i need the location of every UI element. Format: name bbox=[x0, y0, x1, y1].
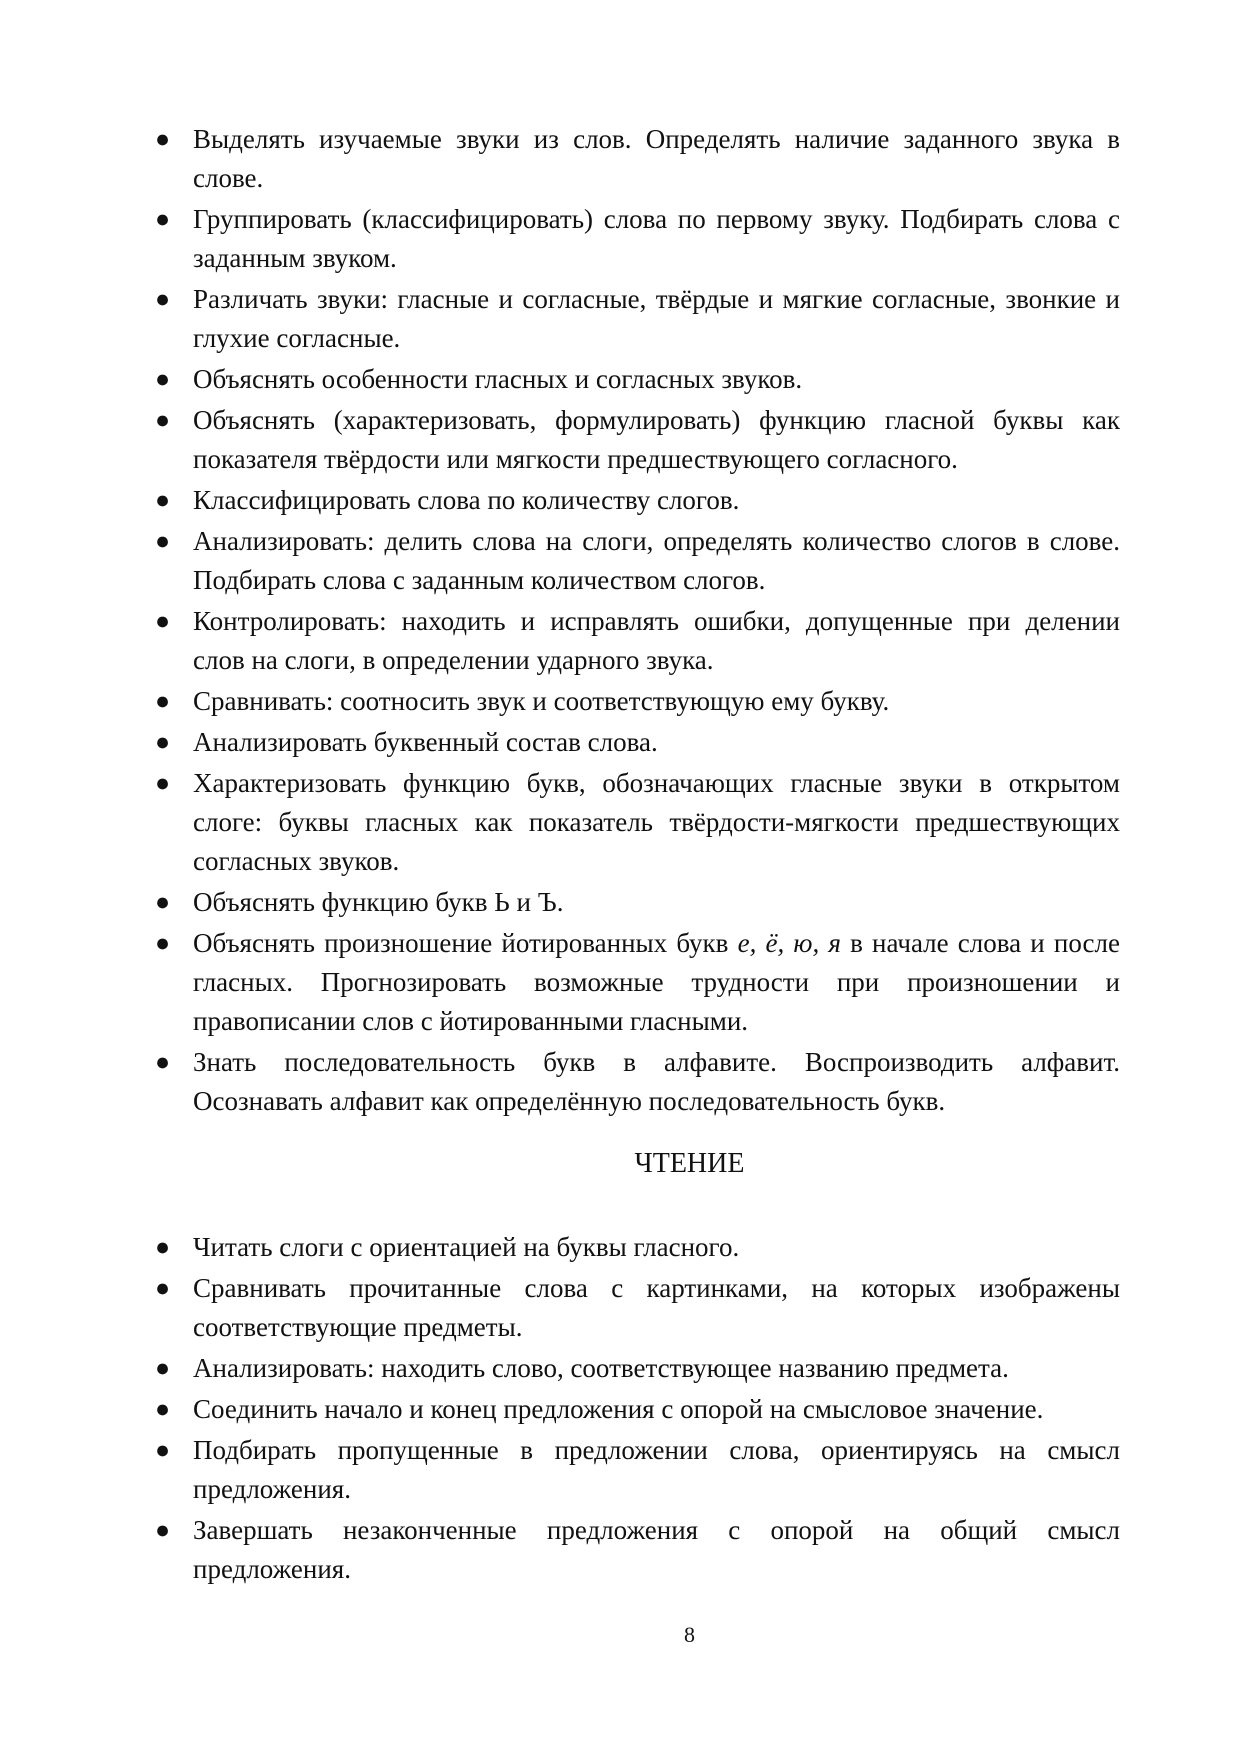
bullet-icon: ● bbox=[155, 1234, 171, 1261]
list-item: ● Различать звуки: гласные и согласные, твёрдые и мягкие согласные, звонкие и глухие согласные. bbox=[193, 280, 1120, 358]
list-item: ● Сравнивать прочитанные слова с картинками, на которых изображены соответствующие предметы. bbox=[193, 1269, 1120, 1347]
list-item: ● Объяснять особенности гласных и согласных звуков. bbox=[193, 360, 1120, 399]
list-item: ● Читать слоги с ориентацией на буквы гласного. bbox=[193, 1228, 1120, 1267]
bullet-icon: ● bbox=[155, 286, 171, 313]
bullet-icon: ● bbox=[155, 930, 171, 957]
list-item: ● Завершать незаконченные предложения с опорой на общий смысл предложения. bbox=[193, 1511, 1120, 1589]
list-item: ● Объяснять (характеризовать, формулировать) функцию гласной буквы как показателя твёрдости или мягкости предшествующего согласного. bbox=[193, 401, 1120, 479]
list-item: ● Контролировать: находить и исправлять ошибки, допущенные при делении слов на слоги, в определении ударного звука. bbox=[193, 602, 1120, 680]
list-item: ● Анализировать: находить слово, соответствующее названию предмета. bbox=[193, 1349, 1120, 1388]
bullet-icon: ● bbox=[155, 889, 171, 916]
list-item: ● Группировать (классифицировать) слова по первому звуку. Подбирать слова с заданным звуком. bbox=[193, 200, 1120, 278]
list-item: ● Выделять изучаемые звуки из слов. Определять наличие заданного звука в слове. bbox=[193, 120, 1120, 198]
bullet-icon: ● bbox=[155, 1396, 171, 1423]
skills-list-phonetics bbox=[155, 120, 1120, 1123]
list-item: ● Анализировать буквенный состав слова. bbox=[193, 723, 1120, 762]
bullet-icon: ● bbox=[155, 126, 171, 153]
list-item-iotated: ● Объяснять произношение йотированных букв е, ё, ю, я в начале слова и после гласных. Прогнозировать возможные трудности при произношении и правописании слов с йотированными гласными. bbox=[193, 924, 1120, 1041]
bullet-icon: ● bbox=[155, 688, 171, 715]
bullet-icon: ● bbox=[155, 770, 171, 797]
list-item: ● Анализировать: делить слова на слоги, определять количество слогов в слове. Подбирать слова с заданным количеством слогов. bbox=[193, 522, 1120, 600]
skills-list-reading bbox=[155, 1228, 1120, 1591]
bullet-icon: ● bbox=[155, 1049, 171, 1076]
list-item: ● Сравнивать: соотносить звук и соответствующую ему букву. bbox=[193, 682, 1120, 721]
bullet-icon: ● bbox=[155, 608, 171, 635]
page-number: 8 bbox=[684, 1622, 695, 1647]
list-item: ● Знать последовательность букв в алфавите. Воспроизводить алфавит. Осознавать алфавит как определённую последовательность букв. bbox=[193, 1043, 1120, 1121]
section-heading: ЧТЕНИЕ bbox=[634, 1148, 745, 1179]
bullet-icon: ● bbox=[155, 528, 171, 555]
list-item: ● Объяснять функцию букв Ь и Ъ. bbox=[193, 883, 1120, 922]
list-item: ● Характеризовать функцию букв, обозначающих гласные звуки в открытом слоге: буквы гласных как показатель твёрдости-мягкости предшествующих согласных звуков. bbox=[193, 764, 1120, 881]
bullet-icon: ● bbox=[155, 729, 171, 756]
iotated-letters: е, ё, ю, я bbox=[737, 928, 841, 958]
bullet-icon: ● bbox=[155, 1437, 171, 1464]
bullet-icon: ● bbox=[155, 366, 171, 393]
bullet-icon: ● bbox=[155, 1355, 171, 1382]
bullet-icon: ● bbox=[155, 1517, 171, 1544]
bullet-icon: ● bbox=[155, 1275, 171, 1302]
list-item: ● Соединить начало и конец предложения с опорой на смысловое значение. bbox=[193, 1390, 1120, 1429]
bullet-icon: ● bbox=[155, 407, 171, 434]
list-item: ● Подбирать пропущенные в предложении слова, ориентируясь на смысл предложения. bbox=[193, 1431, 1120, 1509]
bullet-icon: ● bbox=[155, 487, 171, 514]
list-item: ● Классифицировать слова по количеству слогов. bbox=[193, 481, 1120, 520]
bullet-icon: ● bbox=[155, 206, 171, 233]
